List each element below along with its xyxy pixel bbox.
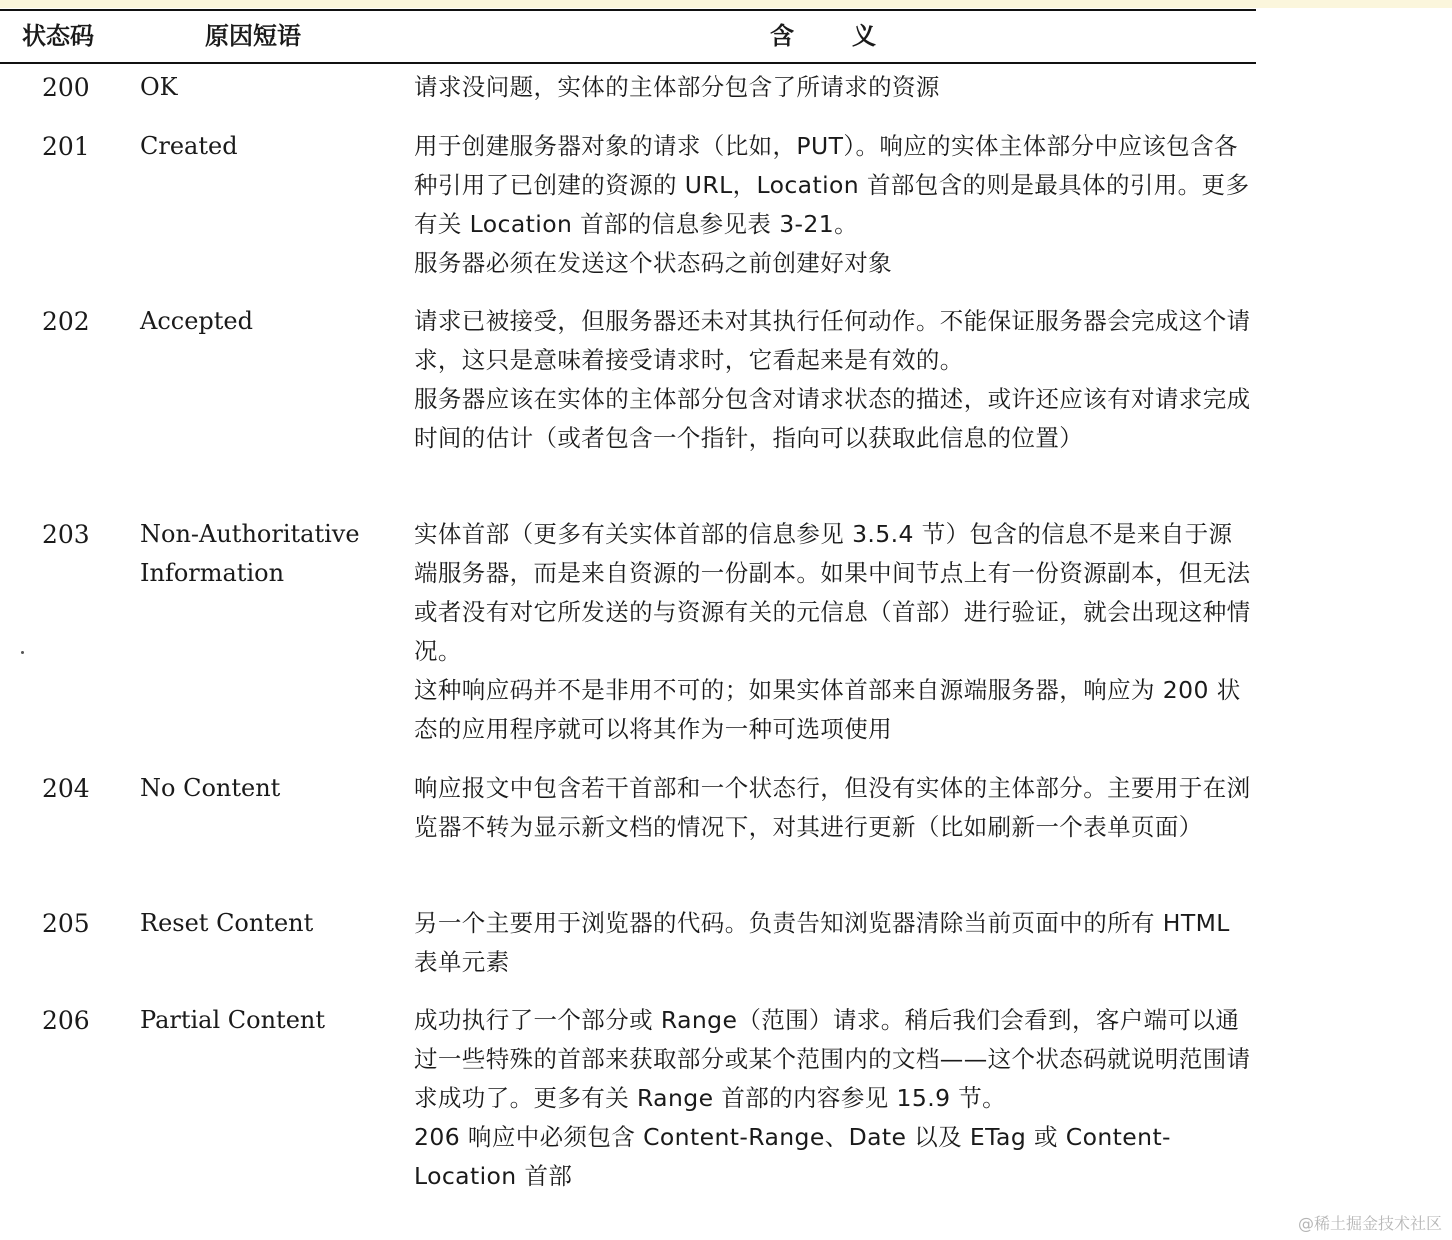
top-highlight-strip (0, 0, 1452, 8)
meaning-paragraph: 成功执行了一个部分或 Range（范围）请求。稍后我们会看到，客户端可以通过一些特殊的首部来获取部分或某个范围内的文档——这个状态码就说明范围请求成功了。更多有关 Range 首部的内容参见 15.9 节。 (414, 1006, 1251, 1112)
meaning-cell (414, 1001, 1254, 1196)
meaning-cell (414, 68, 1254, 107)
meaning-cell (414, 769, 1254, 847)
status-code: 201 (42, 132, 90, 161)
reason-phrase: OK (140, 73, 178, 101)
reason-phrase: Reset Content (140, 909, 314, 937)
meaning-paragraph: 服务器必须在发送这个状态码之前创建好对象 (414, 249, 892, 277)
reason-phrase: Created (140, 132, 238, 160)
meaning-paragraph: 实体首部（更多有关实体首部的信息参见 3.5.4 节）包含的信息不是来自于源端服务器，而是来自资源的一份副本。如果中间节点上有一份资源副本，但无法或者没有对它所发送的与资源有关的元信息（首部）进行验证，就会出现这种情况。 (414, 520, 1251, 665)
status-code: 206 (42, 1006, 90, 1035)
table-header-rule (0, 62, 1256, 64)
meaning-cell (414, 302, 1254, 458)
meaning-cell (414, 904, 1254, 982)
meaning-paragraph: 服务器应该在实体的主体部分包含对请求状态的描述，或许还应该有对请求完成时间的估计（或者包含一个指针，指向可以获取此信息的位置） (414, 385, 1251, 452)
status-code: 203 (42, 520, 90, 549)
header-reason-phrase: 原因短语 (205, 22, 301, 50)
reason-phrase: Partial Content (140, 1006, 326, 1034)
meaning-paragraph: 请求已被接受，但服务器还未对其执行任何动作。不能保证服务器会完成这个请求，这只是意味着接受请求时，它看起来是有效的。 (414, 307, 1251, 374)
header-status-code: 状态码 (22, 22, 94, 50)
meaning-paragraph: 206 响应中必须包含 Content-Range、Date 以及 ETag 或 Content-Location 首部 (414, 1123, 1171, 1190)
table-top-rule (0, 9, 1256, 11)
reason-phrase: Accepted (140, 307, 253, 335)
meaning-paragraph: 用于创建服务器对象的请求（比如，PUT）。响应的实体主体部分中应该包含各种引用了已创建的资源的 URL，Location 首部包含的则是最具体的引用。更多有关 Location 首部的信息参见表 3-21。 (414, 132, 1250, 238)
stray-scan-mark (21, 651, 24, 654)
header-meaning: 含义 (770, 22, 934, 50)
meaning-cell (414, 127, 1254, 283)
reason-phrase: No Content (140, 774, 281, 802)
meaning-cell (414, 515, 1254, 749)
meaning-paragraph: 另一个主要用于浏览器的代码。负责告知浏览器清除当前页面中的所有 HTML 表单元素 (414, 909, 1230, 976)
status-code: 200 (42, 73, 90, 102)
reason-phrase: Non-Authoritative Information (140, 520, 360, 587)
meaning-paragraph: 这种响应码并不是非用不可的；如果实体首部来自源端服务器，响应为 200 状态的应用程序就可以将其作为一种可选项使用 (414, 676, 1241, 743)
status-code: 205 (42, 909, 90, 938)
status-code: 204 (42, 774, 90, 803)
status-code: 202 (42, 307, 90, 336)
watermark: @稀土掘金技术社区 (1297, 1214, 1442, 1233)
meaning-paragraph: 请求没问题，实体的主体部分包含了所请求的资源 (414, 73, 940, 101)
meaning-paragraph: 响应报文中包含若干首部和一个状态行，但没有实体的主体部分。主要用于在浏览器不转为显示新文档的情况下，对其进行更新（比如刷新一个表单页面） (414, 774, 1251, 841)
